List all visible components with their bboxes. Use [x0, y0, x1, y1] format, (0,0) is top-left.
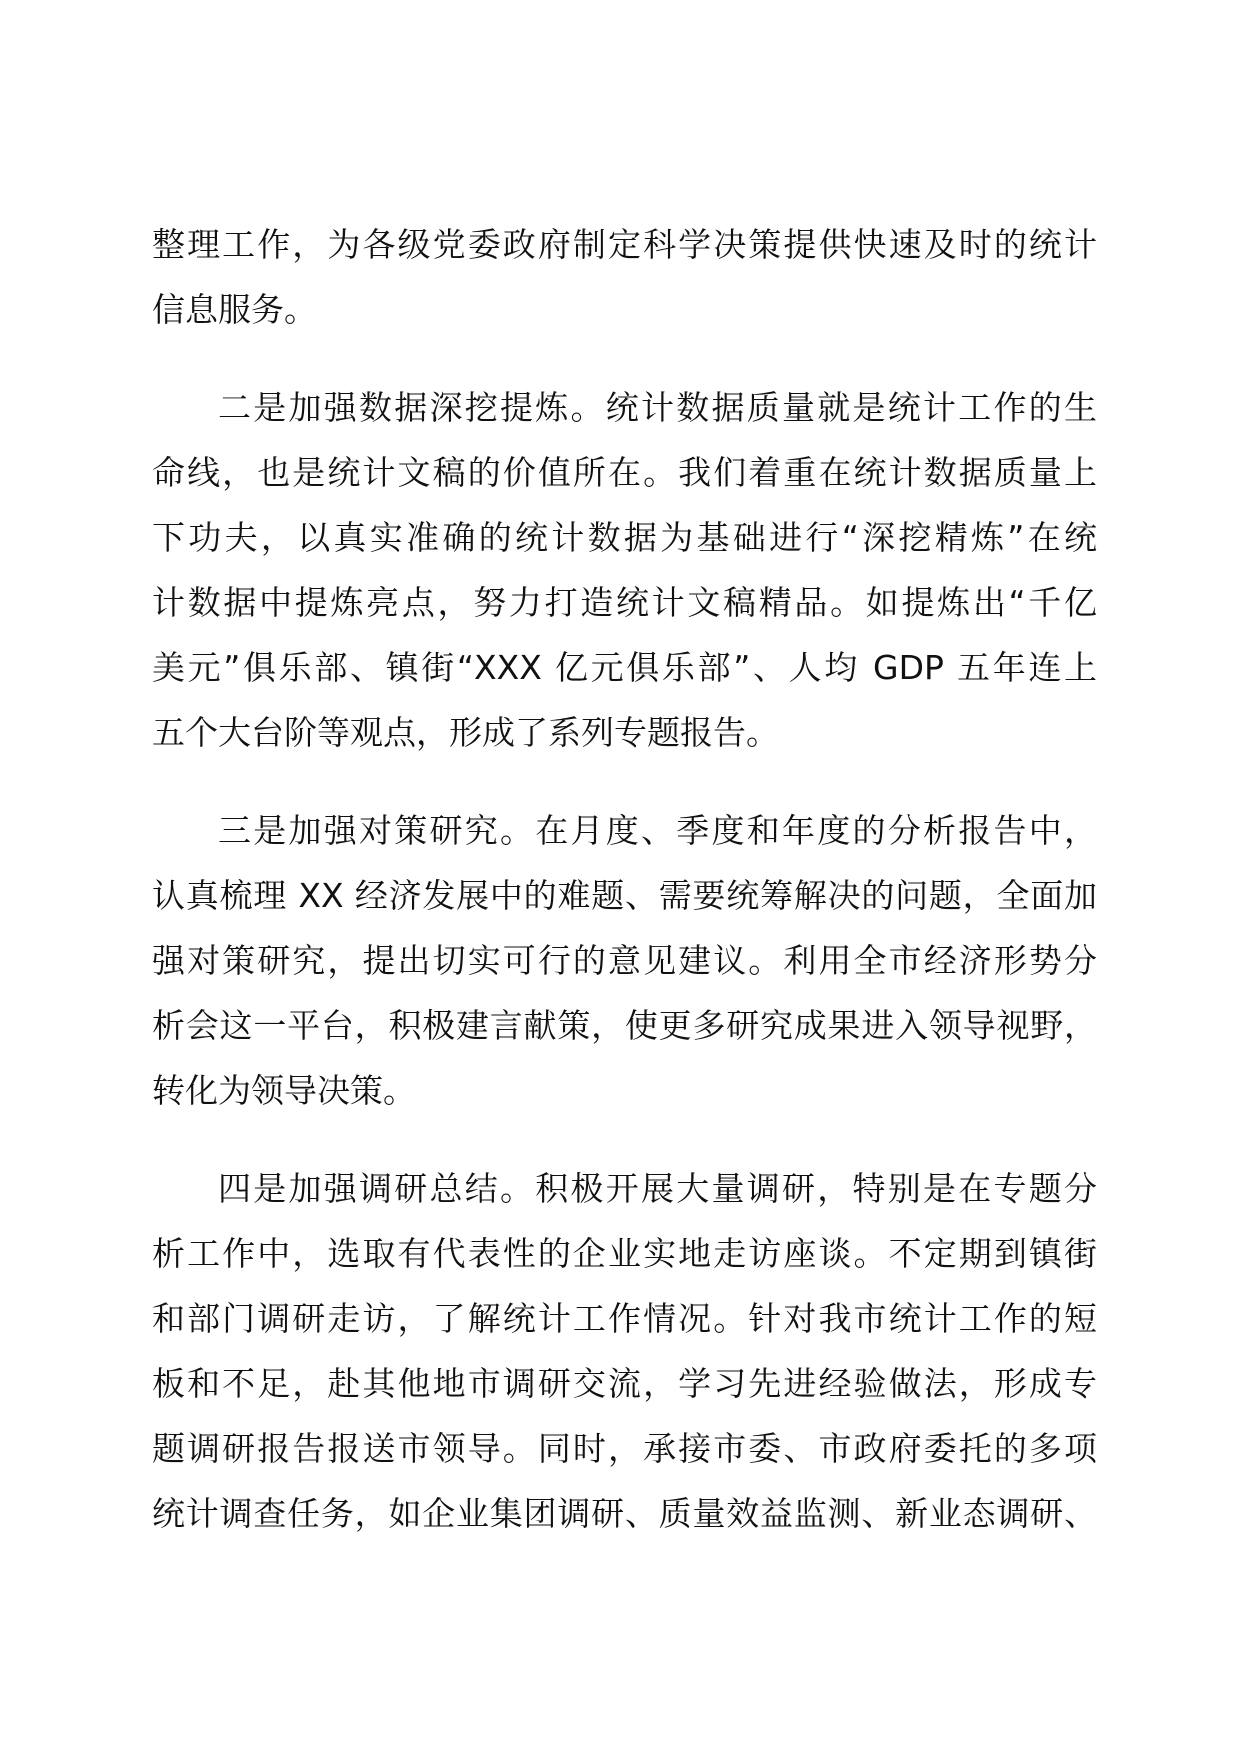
text-line: 命线，也是统计文稿的价值所在。我们着重在统计数据质量上	[152, 453, 1097, 492]
text-line: 转化为领导决策。	[152, 1071, 416, 1110]
text-line: 信息服务。	[152, 290, 317, 329]
paragraph-data-mining	[152, 375, 1097, 765]
paragraph-continuation	[152, 212, 1097, 342]
text-line: 二是加强数据深挖提炼。统计数据质量就是统计工作的生	[218, 388, 1097, 427]
text-line: 析会这一平台，积极建言献策，使更多研究成果进入领导视野，	[152, 1006, 1097, 1045]
text-line: 和部门调研走访，了解统计工作情况。针对我市统计工作的短	[152, 1299, 1097, 1338]
text-line: 强对策研究，提出切实可行的意见建议。利用全市经济形势分	[152, 941, 1097, 980]
text-line: 五个大台阶等观点，形成了系列专题报告。	[152, 713, 779, 752]
text-line: 美元”俱乐部、镇街“XXX 亿元俱乐部”、人均 GDP 五年连上	[152, 648, 1097, 687]
paragraph-field-survey	[152, 1156, 1097, 1546]
document-body	[152, 212, 1097, 1579]
text-line: 统计调查任务，如企业集团调研、质量效益监测、新业态调研、	[152, 1494, 1097, 1533]
paragraph-policy-research	[152, 798, 1097, 1123]
text-line: 板和不足，赴其他地市调研交流，学习先进经验做法，形成专	[152, 1364, 1097, 1403]
text-line: 认真梳理 XX 经济发展中的难题、需要统筹解决的问题，全面加	[152, 876, 1097, 915]
text-line: 题调研报告报送市领导。同时，承接市委、市政府委托的多项	[152, 1429, 1097, 1468]
text-line: 三是加强对策研究。在月度、季度和年度的分析报告中，	[218, 811, 1097, 850]
text-line: 四是加强调研总结。积极开展大量调研，特别是在专题分	[218, 1169, 1097, 1208]
text-line: 析工作中，选取有代表性的企业实地走访座谈。不定期到镇街	[152, 1234, 1097, 1273]
text-line: 整理工作，为各级党委政府制定科学决策提供快速及时的统计	[152, 225, 1097, 264]
text-line: 下功夫，以真实准确的统计数据为基础进行“深挖精炼”在统	[152, 518, 1097, 557]
text-line: 计数据中提炼亮点，努力打造统计文稿精品。如提炼出“千亿	[152, 583, 1097, 622]
